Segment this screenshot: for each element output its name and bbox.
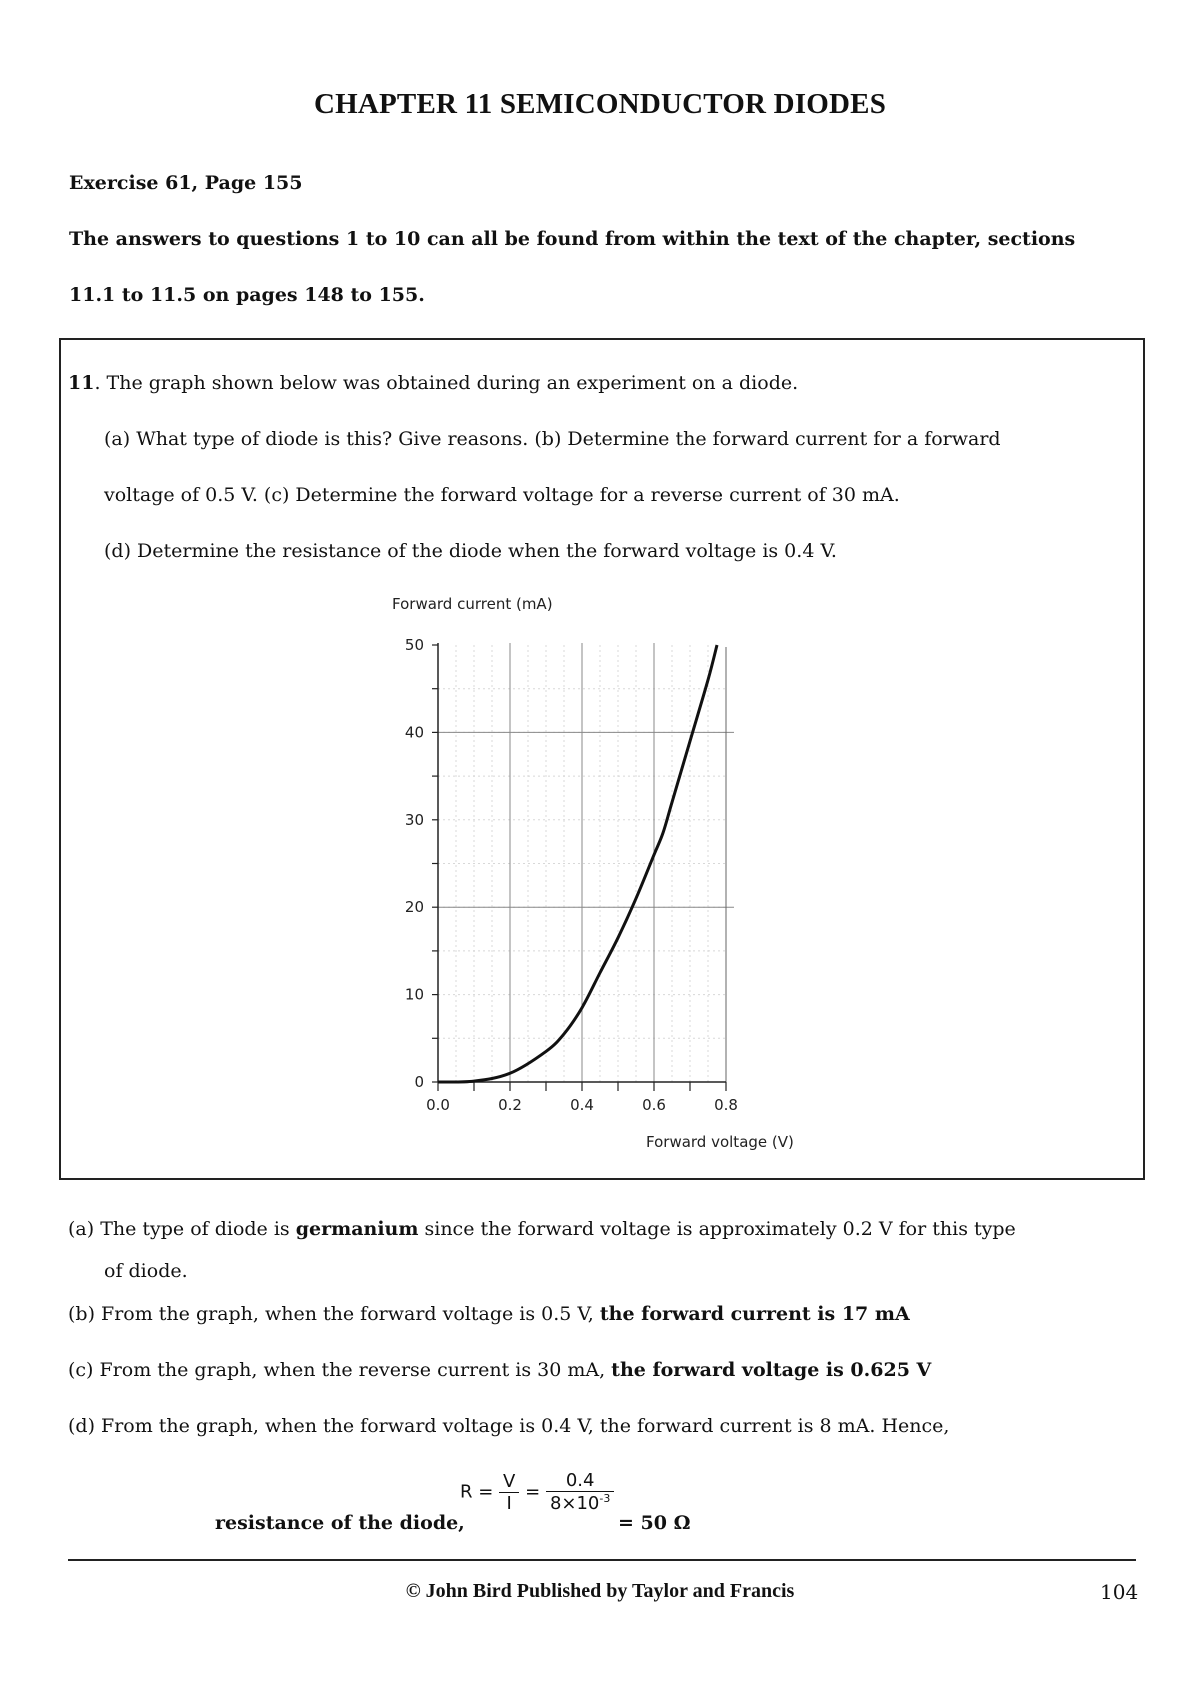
- y-tick-label: 40: [404, 723, 424, 742]
- chart-ticks: [405, 636, 738, 1114]
- question-line-4: (d) Determine the resistance of the diode when the forward voltage is 0.4 V.: [104, 540, 837, 562]
- answer-b-pre: (b) From the graph, when the forward voltage is 0.5 V,: [68, 1303, 600, 1325]
- x-tick-label: 0.8: [714, 1096, 738, 1114]
- question-line-1: [68, 372, 798, 394]
- answer-a-continued: of diode.: [104, 1260, 188, 1282]
- eq-v: V: [499, 1471, 519, 1493]
- eq-den-exp: -3: [599, 1492, 611, 1505]
- eq-denominator: [546, 1492, 614, 1514]
- chart-grid: [438, 643, 734, 1082]
- answer-a-bold: germanium: [295, 1218, 419, 1240]
- answer-d: (d) From the graph, when the forward voltage is 0.4 V, the forward current is 8 mA. Hence,: [68, 1415, 950, 1437]
- answer-c: [68, 1359, 931, 1381]
- answer-c-pre: (c) From the graph, when the reverse current is 30 mA,: [68, 1359, 612, 1381]
- y-tick-label: 20: [404, 898, 424, 917]
- answer-b-bold: the forward current is 17 mA: [599, 1303, 910, 1325]
- footer-rule: [68, 1559, 1136, 1561]
- x-tick-label: 0.0: [426, 1096, 450, 1114]
- diode-chart: [380, 585, 820, 1155]
- answer-b: [68, 1303, 910, 1325]
- exercise-heading: Exercise 61, Page 155: [69, 172, 303, 194]
- question-text-1: . The graph shown below was obtained during an experiment on a diode.: [94, 372, 799, 394]
- answer-a-pre: (a) The type of diode is: [68, 1218, 296, 1240]
- page-number: 104: [1100, 1580, 1139, 1604]
- eq-r: R =: [460, 1481, 494, 1503]
- y-axis-label: Forward current (mA): [392, 595, 553, 613]
- resistance-result: = 50 Ω: [618, 1512, 691, 1534]
- eq-fraction-v-over-i: [499, 1471, 519, 1514]
- question-line-3: voltage of 0.5 V. (c) Determine the forward voltage for a reverse current of 30 mA.: [104, 484, 900, 506]
- y-tick-label: 10: [404, 985, 424, 1004]
- footer-copyright: © John Bird Published by Taylor and Francis: [405, 1580, 795, 1602]
- eq-numerator: 0.4: [546, 1470, 614, 1492]
- eq-fraction-values: [546, 1470, 614, 1514]
- eq-equals: =: [525, 1481, 541, 1503]
- x-tick-label: 0.4: [570, 1096, 594, 1114]
- resistance-equation: [460, 1470, 614, 1514]
- intro-line-2: 11.1 to 11.5 on pages 148 to 155.: [69, 284, 425, 306]
- answer-c-bold: the forward voltage is 0.625 V: [611, 1359, 932, 1381]
- resistance-label: resistance of the diode,: [215, 1512, 465, 1534]
- answer-a-post: since the forward voltage is approximately 0.2 V for this type: [418, 1218, 1016, 1240]
- x-tick-label: 0.2: [498, 1096, 522, 1114]
- x-axis-label: Forward voltage (V): [646, 1133, 794, 1151]
- x-tick-label: 0.6: [642, 1096, 666, 1114]
- intro-line-1: The answers to questions 1 to 10 can all be found from within the text of the chapter, sections: [69, 228, 1076, 250]
- question-line-2: (a) What type of diode is this? Give reasons. (b) Determine the forward current for a forward: [104, 428, 1001, 450]
- answer-a: [68, 1218, 1016, 1240]
- y-tick-label: 0: [414, 1073, 424, 1091]
- y-tick-label: 50: [404, 636, 424, 654]
- question-number: 11: [68, 372, 95, 394]
- y-tick-label: 30: [404, 810, 424, 829]
- eq-i: I: [506, 1492, 512, 1514]
- eq-den-base: 8×10: [549, 1493, 600, 1514]
- chapter-title: CHAPTER 11 SEMICONDUCTOR DIODES: [313, 88, 887, 120]
